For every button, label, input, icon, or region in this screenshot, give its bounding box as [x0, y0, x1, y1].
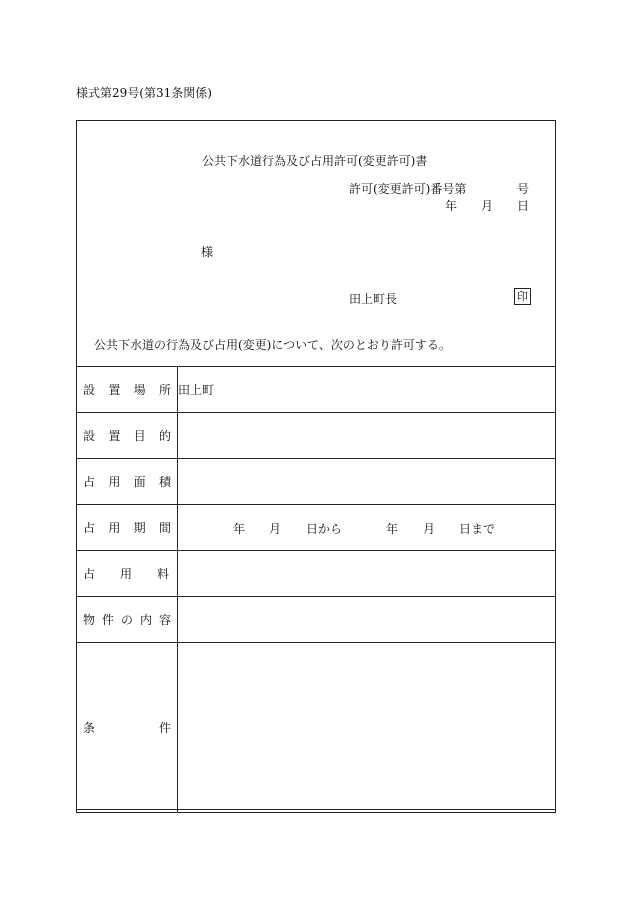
row-label	[77, 643, 178, 813]
label-char: 的	[158, 429, 171, 443]
label-char: 占	[83, 567, 96, 581]
conditions-value[interactable]	[178, 643, 556, 813]
table-row	[77, 597, 556, 643]
label-char: 占	[83, 521, 96, 535]
label-char: 条	[83, 721, 96, 735]
row-label	[77, 597, 178, 643]
label-char: 間	[158, 521, 171, 535]
label-char: 件	[101, 613, 114, 627]
table-row	[77, 413, 556, 459]
installation-purpose-value[interactable]	[178, 413, 556, 459]
label-char: 置	[108, 429, 121, 443]
row-label	[77, 551, 178, 597]
table-row	[77, 505, 556, 551]
period-to-month: 月	[423, 521, 436, 536]
date-month: 月	[481, 199, 494, 213]
permit-statement: 公共下水道の行為及び占用(変更)について、次のとおり許可する。	[94, 338, 451, 352]
seal-mark: 印	[514, 288, 531, 305]
label-char: 容	[158, 613, 171, 627]
period-from-year: 年	[233, 521, 246, 536]
object-contents-value[interactable]	[178, 597, 556, 643]
form-number: 様式第29号(第31条関係)	[76, 86, 212, 100]
table-row	[77, 459, 556, 505]
addressee-suffix: 様	[201, 245, 214, 259]
label-char: 積	[158, 475, 171, 489]
permit-number-suffix: 号	[517, 182, 530, 196]
label-char: 用	[119, 567, 132, 581]
label-char: 面	[133, 475, 146, 489]
label-char: 置	[108, 383, 121, 397]
label-char: 設	[83, 383, 96, 397]
label-char: 用	[108, 475, 121, 489]
table-row	[77, 643, 556, 813]
row-label	[77, 459, 178, 505]
label-char: 料	[156, 567, 169, 581]
label-char: 所	[158, 383, 171, 397]
label-char: 内	[139, 613, 152, 627]
label-char: の	[120, 613, 133, 627]
permit-form	[76, 120, 556, 810]
label-char: 場	[133, 383, 146, 397]
occupancy-fee-value[interactable]	[178, 551, 556, 597]
date-day: 日	[517, 199, 530, 213]
period-to-day: 日まで	[459, 521, 496, 536]
form-title: 公共下水道行為及び占用許可(変更許可)書	[202, 154, 428, 168]
occupancy-area-value[interactable]	[178, 459, 556, 505]
period-from-day: 日から	[306, 521, 343, 536]
period-from-month: 月	[269, 521, 282, 536]
label-char: 物	[83, 613, 96, 627]
label-char: 目	[133, 429, 146, 443]
date-year: 年	[445, 199, 458, 213]
label-char: 占	[83, 475, 96, 489]
row-label	[77, 505, 178, 551]
row-label	[77, 367, 178, 413]
row-label	[77, 413, 178, 459]
period-to-year: 年	[386, 521, 399, 536]
table-row	[77, 367, 556, 413]
label-char: 用	[108, 521, 121, 535]
permit-number-label: 許可(変更許可)番号第	[349, 182, 467, 196]
installation-location-value[interactable]: 田上町	[178, 367, 556, 413]
label-char: 期	[133, 521, 146, 535]
occupancy-period-value[interactable]	[178, 505, 556, 551]
label-char: 件	[158, 721, 171, 735]
table-row	[77, 551, 556, 597]
permit-details-table	[76, 366, 556, 813]
issuer-name: 田上町長	[349, 292, 398, 306]
label-char: 設	[83, 429, 96, 443]
